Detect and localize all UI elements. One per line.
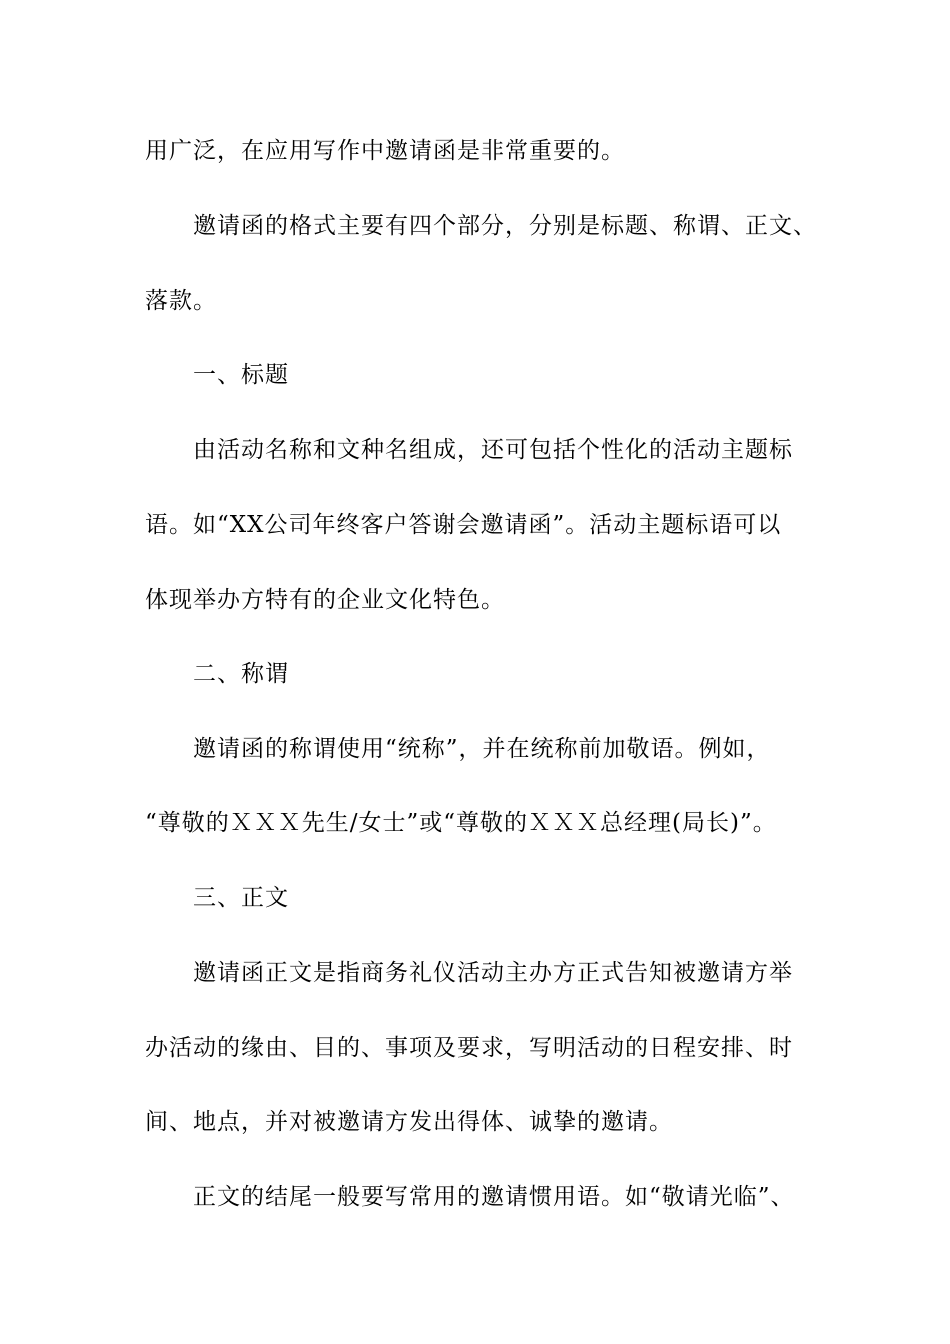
- paragraph-line: 办活动的缘由、目的、事项及要求，写明活动的日程安排、时: [145, 1035, 793, 1061]
- paragraph-line: “尊敬的ＸＸＸ先生/女士”或“尊敬的ＸＸＸ总经理(局长)”。: [145, 810, 777, 836]
- section-heading: 一、标题: [193, 362, 289, 388]
- paragraph-line: 邀请函正文是指商务礼仪活动主办方正式告知被邀请方举: [193, 960, 793, 986]
- paragraph-line: 由活动名称和文种名组成，还可包括个性化的活动主题标: [193, 437, 793, 463]
- section-heading: 三、正文: [193, 885, 289, 911]
- paragraph-line: 用广泛，在应用写作中邀请函是非常重要的。: [145, 138, 625, 164]
- paragraph-line: 正文的结尾一般要写常用的邀请惯用语。如“敬请光临”、: [193, 1184, 795, 1210]
- paragraph-line: 体现举办方特有的企业文化特色。: [145, 587, 505, 613]
- paragraph-line: 语。如“XX公司年终客户答谢会邀请函”。活动主题标语可以: [145, 512, 782, 538]
- paragraph-line: 落款。: [145, 288, 217, 314]
- paragraph-line: 邀请函的称谓使用“统称”，并在统称前加敬语。例如，: [193, 736, 771, 762]
- section-heading: 二、称谓: [193, 661, 289, 687]
- paragraph-line: 间、地点，并对被邀请方发出得体、诚挚的邀请。: [145, 1109, 673, 1135]
- paragraph-line: 邀请函的格式主要有四个部分，分别是标题、称谓、正文、: [193, 213, 817, 239]
